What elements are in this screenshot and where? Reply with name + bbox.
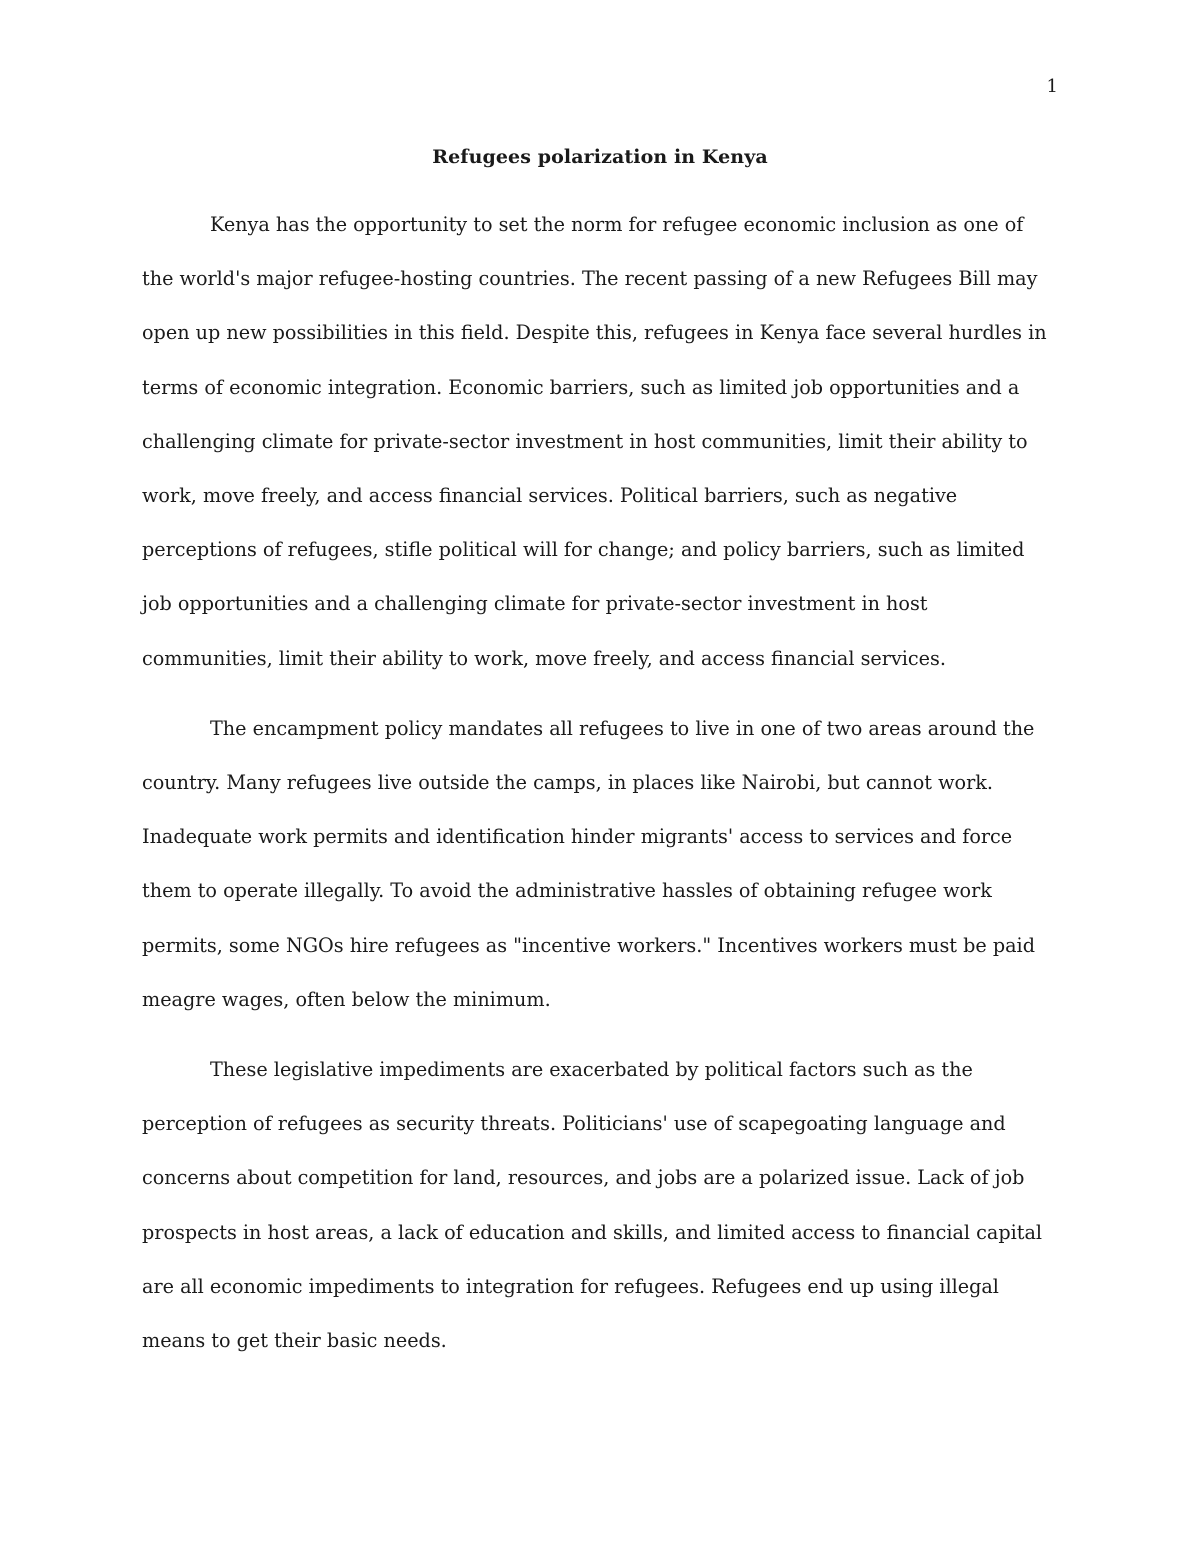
page-number: 1 [1046, 76, 1058, 97]
document-body [142, 198, 1058, 1384]
paragraph: These legislative impediments are exacerbated by political factors such as the perception of refugees as security threats. Politicians' use of scapegoating language and concerns about competition for land, resources, and jobs are a polarized issue. Lack of job prospects in host areas, a lack of education and skills, and limited access to financial capital are all economic impediments to integration for refugees. Refugees end up using illegal means to get their basic needs. [142, 1058, 1043, 1353]
paragraph: The encampment policy mandates all refugees to live in one of two areas around the country. Many refugees live outside the camps, in places like Nairobi, but cannot work. Inadequate work permits and identification hinder migrants' access to services and force them to operate illegally. To avoid the administrative hassles of obtaining refugee work permits, some NGOs hire refugees as "incentive workers." Incentives workers must be paid meagre wages, often below the minimum. [142, 716, 1035, 1011]
document-title: Refugees polarization in Kenya [432, 146, 768, 168]
paragraph: Kenya has the opportunity to set the norm for refugee economic inclusion as one of the world's major refugee-hosting countries. The recent passing of a new Refugees Bill may open up new possibilities in this field. Despite this, refugees in Kenya face several hurdles in terms of economic integration. Economic barriers, such as limited job opportunities and a challenging climate for private-sector investment in host communities, limit their ability to work, move freely, and access financial services. Political barriers, such as negative perceptions of refugees, stifle political will for change; and policy barriers, such as limited job opportunities and a challenging climate for private-sector investment in host communities, limit their ability to work, move freely, and access financial services. [142, 213, 1047, 670]
